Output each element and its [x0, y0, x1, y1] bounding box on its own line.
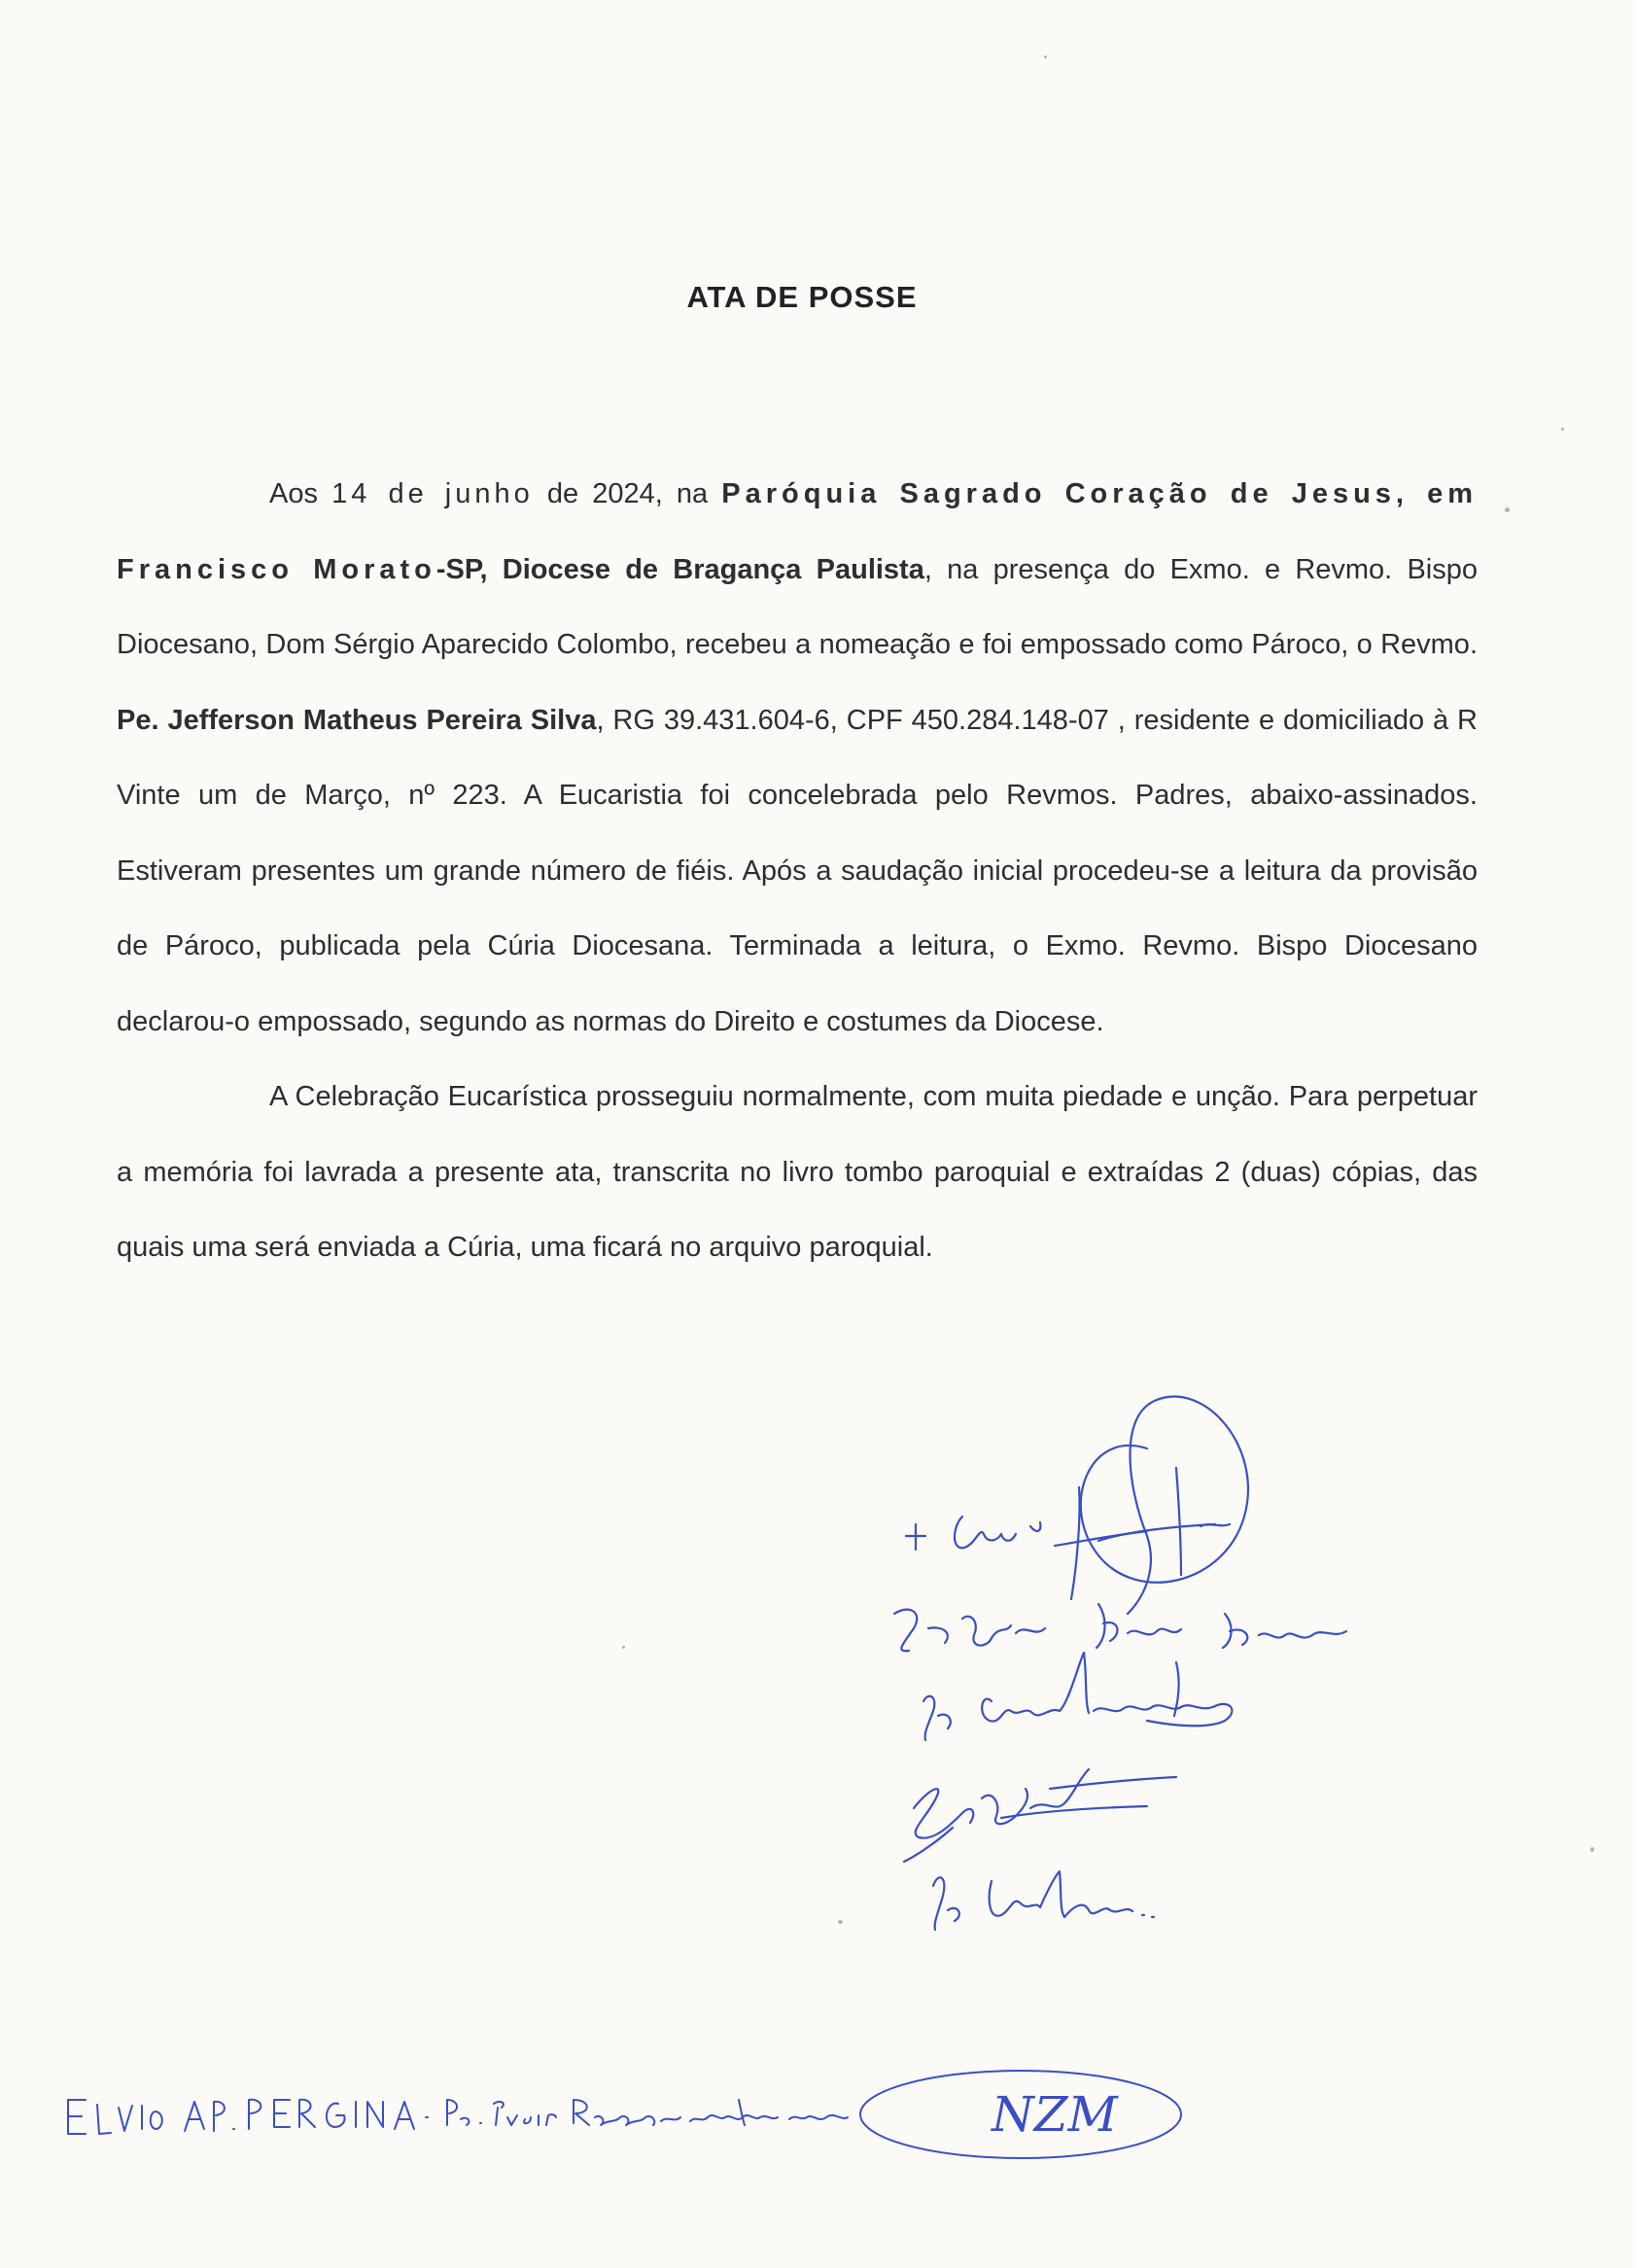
signature-pe-3	[923, 1696, 951, 1740]
scan-speck	[622, 1646, 625, 1649]
scan-speck	[1561, 428, 1564, 431]
p1-date: 14 de junho	[331, 478, 534, 509]
p1-priest-name: Pe. Jefferson Matheus Pereira Silva	[117, 704, 597, 736]
document-body	[117, 457, 1478, 1286]
bottom-ap	[185, 2102, 234, 2131]
signature-pe-5-name	[990, 1871, 1154, 1917]
scan-speck	[1590, 1847, 1594, 1852]
bottom-signature-line	[58, 2061, 1186, 2178]
bottom-pe-ivair	[447, 2100, 848, 2125]
bottom-pergina	[249, 2100, 428, 2129]
scan-speck	[838, 1920, 843, 1924]
p1-segment-6: , na presença do Exmo. e Revmo. Bispo Diocesano, Dom Sérgio Aparecido Colombo, recebeu a nomeação e foi empossado como Pároco, o Revmo.	[117, 553, 1478, 660]
document-title: ATA DE POSSE	[686, 280, 918, 314]
paragraph-1	[117, 457, 1478, 1060]
signature-bishop-cross	[906, 1524, 925, 1550]
p1-segment-1: Aos	[269, 478, 332, 509]
signature-pe-4	[904, 1769, 1176, 1862]
bottom-elvio	[68, 2100, 162, 2134]
scan-speck	[1044, 55, 1047, 58]
p1-segment-3: de 2024, na	[533, 478, 722, 509]
signature-pe-diego	[894, 1604, 1346, 1651]
scan-speck	[1505, 507, 1510, 512]
signature-pe-5	[933, 1877, 959, 1930]
signature-pe-3-name	[982, 1653, 1232, 1726]
signature-bishop-stroke	[1055, 1468, 1230, 1599]
signatures-block	[855, 1371, 1400, 1954]
p1-diocese: -SP, Diocese de Bragança Paulista	[435, 553, 924, 585]
bottom-initials: NZM	[992, 2086, 1118, 2143]
signature-bishop-loop	[1081, 1397, 1248, 1614]
signature-bishop-sergio	[955, 1517, 1040, 1548]
paragraph-2: A Celebração Eucarística prosseguiu normalmente, com muita piedade e unção. Para perpetuar a memória foi lavrada a presente ata, transcrita no livro tombo paroquial e extraídas 2 (duas) cópias, das quais uma será enviada a Cúria, uma ficará no arquivo paroquial.	[117, 1081, 1478, 1263]
p1-segment-8: , RG 39.431.604-6, CPF 450.284.148-07 , residente e domiciliado à R Vinte um de Março, nº 223. A Eucaristia foi concelebrada pelo Revmos. Padres, abaixo-assinados. Estiveram presentes um grande número de fiéis. Após a saudação inicial procedeu-se a leitura da provisão de Pároco, publicada pela Cúria Diocesana. Terminada a leitura, o Exmo. Revmo. Bispo Diocesano declarou-o empossado, segundo as normas do Direito e costumes da Diocese.	[117, 704, 1478, 1037]
p1-parish-name: Paróquia Sagrado Coração de Jesus, em Francisco Morato	[117, 478, 1478, 585]
